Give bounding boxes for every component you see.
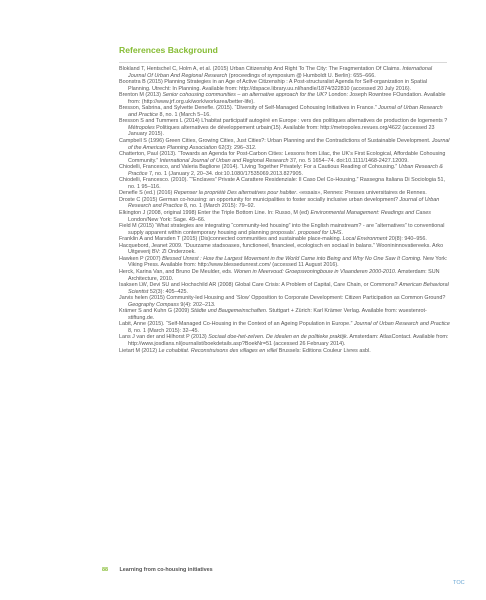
reference-text: London/New York: Sage. 49–66. <box>128 216 206 223</box>
reference-text: . New York: Viking Press. Available from: http://www.blessedunrest.com/ (accessed 11 August 2016). <box>128 255 448 269</box>
running-title: Learning from co-housing initiatives <box>119 567 213 573</box>
reference-text: Hawken P (2007) <box>119 255 163 262</box>
reference-italic-text: Local Environment <box>342 236 388 243</box>
reference-italic-text: Journal of Urban Research and Practice <box>128 196 440 210</box>
reference-entry <box>119 256 450 269</box>
reference-text: Field M (2015) ‘What strategies are integrating “community-led housing” into the English mainstream? - are “alternatives” to conventional supply apparent within contemporary housing and planning proposals’. <box>119 223 445 236</box>
reference-text: Boonstra B (2015) Planning Strategies in an Age of Active Citizenship : A Post-structuralist Agenda for Self-organization in Spatial Planning. Utrecht: In Planning. Available from: http://dspace.library.uu.nl/handle/1874/322810 (accessed 20 July 2016). <box>119 79 428 92</box>
reference-text: Elkington J (2008, original 1998) Enter the Triple Bottom Line. In: Russo, M (ed) <box>119 210 311 217</box>
reference-text: 37, no. 5 1654–74. doi:10.1111/1468-2427.12009. <box>288 157 409 164</box>
reference-entry <box>119 151 450 164</box>
reference-text: 7, no. 1 (January 2, 20–34. doi:10.1080/17535069.2013.827905. <box>147 170 304 177</box>
reference-entry <box>119 282 450 295</box>
reference-text: Franklin A and Marsden T (2015) (Dis)connected communities and sustainable place-making. <box>119 236 343 243</box>
reference-text: Herck, Karina Van, and Bruno De Meulder, eds. <box>119 268 234 275</box>
reference-entry <box>119 138 450 151</box>
reference-text: Lietart M (2012) <box>119 347 159 354</box>
reference-text: Campbell S (1996) Green Cities, Growing Cities, Just Cities?: Urban Planning and the Contradictions of Sustainable Development. <box>119 138 432 145</box>
reference-text: . «essais», Rennes: Presses universitaires de Rennes. <box>296 190 427 197</box>
reference-text: Labit, Anne (2015). “Self-Managed Co-Housing in the Context of an Ageing Population in Europe.” <box>119 321 354 328</box>
reference-text: Lans J van der and Hilhorst P (2013) <box>119 334 209 341</box>
reference-entry <box>119 295 450 308</box>
reference-text: Chiodelli, Francesco. (2010). “”Enclaves” Private A Carattere Residenziale: Il Caso Del Co-Housing.” Rassegna Italiana Di Sociologia 51, no. 1 95–116. <box>119 177 445 190</box>
reference-entry <box>119 321 450 334</box>
reference-italic-text: International Journal Of Urban And Regional Research <box>128 66 433 79</box>
reference-entry <box>119 105 450 118</box>
reference-text: . Amsterdam: SUN Architecture, 2010. <box>128 268 440 282</box>
reference-text: (proceedings of symposium @ Humboldt U. Berlin): 655–666. <box>227 72 376 79</box>
reference-entry <box>119 197 450 210</box>
reference-text: 8, no. 1 (March 2015): 79–92. <box>182 203 256 210</box>
reference-text: Brussels: Editions Couleur Livres asbl. <box>277 347 371 354</box>
page-footer <box>102 567 213 573</box>
reference-text: Brenton M (2013) <box>119 92 163 99</box>
reference-italic-text: Journal of Urban Research and Practice <box>353 321 450 328</box>
reference-text: 9(4): 202–213. <box>178 301 216 308</box>
reference-text: 52(3): 405–425. <box>148 288 188 295</box>
reference-italic-text: Le cohabitat. Reconstruisons des villages en villel <box>158 347 278 354</box>
reference-entry <box>119 308 450 321</box>
reference-text: Bresson S and Tummers L (2014) L’habitat participatif autogéré en Europe : vers des politiques alternatives de production de logements ? <box>119 118 448 125</box>
reference-italic-text: Geography Compass <box>128 301 179 308</box>
reference-text: . <box>341 229 343 236</box>
reference-italic-text: Métropoles <box>128 124 155 131</box>
reference-italic-text: Journal of the American Planning Association <box>128 138 450 151</box>
reference-entry <box>119 92 450 105</box>
reference-italic-text: Blessed Unrest : How the Largest Movement in the World Came into Being and Why No One Saw It Coming <box>162 255 421 262</box>
reference-text: Jarvis helen (2015) Community-led Housing and ‘Slow’ Opposition to Corporate Development: Citizen Participation as Common Ground? <box>119 295 446 302</box>
reference-text: Hacquebord, Jeanet 2009. “Duurzame stadsoases, functioneel, financieel, ecologisch en sociaal in balans.” Woonininnovatiereeks. Arko Uitgeverij BV: Zl Onderzoek. <box>119 242 444 256</box>
reference-entry <box>119 210 450 223</box>
reference-text: Krämer S and Kuhn G (2009) <box>119 308 191 315</box>
reference-text: Politiques alternatives de développement urbain(15). Available from: http://metropoles.revues.org/4622 (accessed 23 January 2015). <box>128 124 435 138</box>
reference-text: Blokland T, Hentschel C, Holm A, et al. (2015) Urban Citizenship And Right To The City: The Fragmentation Of Claims. <box>119 66 403 72</box>
reference-italic-text: Urban Research & Practice <box>128 164 444 177</box>
reference-text: Isaksen LW, Devi SU and Hochschild AR (2008) Global Care Crisis: A Problem of Capital, Care Chain, or Commons? <box>119 282 400 289</box>
reference-text: Denefle S (ed.) (2016) <box>119 190 174 197</box>
reference-entry <box>119 269 450 282</box>
reference-entry <box>119 348 450 355</box>
reference-italic-text: International Journal of Urban and Regional Research <box>159 157 289 164</box>
page-number: 88 <box>102 567 108 573</box>
reference-text: 8, no. 1 (March 2015): 32–45. <box>128 327 200 334</box>
reference-text: 62(3): 296–312. <box>216 144 257 151</box>
reference-entry <box>119 334 450 347</box>
reference-entry <box>119 223 450 236</box>
reference-entry <box>119 243 450 256</box>
section-heading: References Background <box>119 45 218 55</box>
toc-link[interactable]: TOC <box>453 580 465 586</box>
reference-italic-text: Journal of Urban Research and Practice <box>128 105 443 118</box>
reference-text: 8, no. 1 (March 5–16. <box>157 111 211 118</box>
reference-text: Droste C (2015) German co-housing: an opportunity for municipalities to foster socially inclusive urban development? <box>119 196 400 203</box>
reference-text: Bresson, Sabrina, and Sylvette Denefle. (2015). “Diversity of Self-Managed Cohousing Initiatives in France.” <box>119 105 379 112</box>
reference-entry <box>119 118 450 138</box>
reference-text: . Amsterdam: AtlasContact. Available from: http://www.josdlans.nl/journalist/boekdetails.asp?BoekNr=51 (accessed 26 February 2014). <box>128 334 449 347</box>
reference-text: 20(8): 940–956. <box>387 236 427 243</box>
reference-entry <box>119 79 450 92</box>
reference-italic-text: Repenser la propriété Des alternatives pour habiter <box>173 190 297 197</box>
reference-italic-text: proposed for IJHS <box>297 229 342 236</box>
reference-italic-text: American Behavioral Scientist <box>128 282 449 295</box>
reference-text: . Stuttgart + Zürich: Karl Krämer Verlag. Available from: wuestenrot-stiftung.de. <box>128 308 427 321</box>
reference-italic-text: Sociaal doe-het-zelven. De idealen en de politieke praktijk <box>208 334 347 341</box>
reference-entry <box>119 164 450 177</box>
reference-italic-text: Wonen in Meervoud: Groepswoningbouw in Vlaanderen 2000-2010 <box>233 268 395 275</box>
reference-italic-text: Environmental Management: Readings and Cases <box>310 210 431 217</box>
reference-text: Chatterton, Paul (2013). “Towards an Agenda for Post-Carbon Cities: Lessons from Lilac, the UK’s First Ecological, Affordable Cohousing Community.” <box>119 151 446 164</box>
reference-italic-text: Städte und Baugemeinschaften <box>190 308 266 315</box>
reference-entry <box>119 66 450 79</box>
reference-entry <box>119 177 450 190</box>
heading-divider <box>119 62 447 63</box>
reference-text: Chiodelli, Francesco, and Valeria Baglione (2014). “Living Together Privately: For a Cautious Reading of Cohousing.” <box>119 164 399 171</box>
reference-text: London: Joseph Rowntree FOundation. Available from: (http://www.jrf.org.uk/work/workarea/better-life). <box>128 92 446 105</box>
reference-list <box>119 66 450 354</box>
reference-italic-text: Senior cohousing communities – an alternative approach for the UK? <box>162 92 327 99</box>
